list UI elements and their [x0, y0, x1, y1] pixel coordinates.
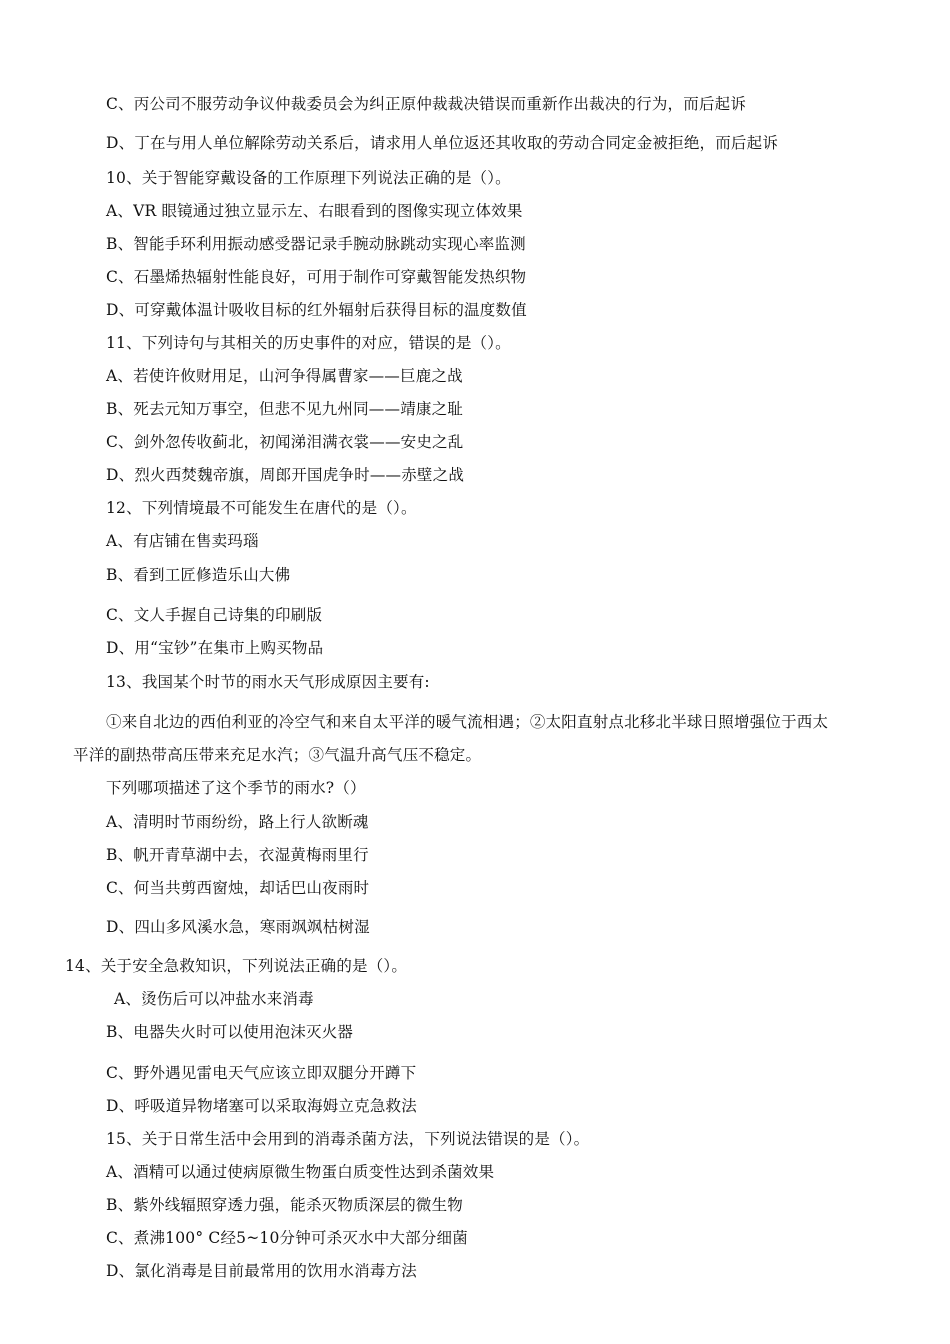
q12-option-a: A、有店铺在售卖玛瑙 — [106, 532, 259, 550]
q15-option-a: A、酒精可以通过使病原微生物蛋白质变性达到杀菌效果 — [106, 1163, 495, 1181]
q10-option-a: A、VR 眼镜通过独立显示左、右眼看到的图像实现立体效果 — [106, 202, 523, 220]
q9-option-d: D、丁在与用人单位解除劳动关系后，请求用人单位返还其收取的劳动合同定金被拒绝，而后起诉 — [106, 134, 779, 152]
q15-stem: 15、关于日常生活中会用到的消毒杀菌方法，下列说法错误的是（）。 — [106, 1130, 590, 1148]
q14-option-c: C、野外遇见雷电天气应该立即双腿分开蹲下 — [106, 1064, 417, 1082]
q9-option-c: C、丙公司不服劳动争议仲裁委员会为纠正原仲裁裁决错误而重新作出裁决的行为，而后起诉 — [106, 95, 747, 113]
q11-stem: 11、下列诗句与其相关的历史事件的对应，错误的是（）。 — [106, 334, 511, 352]
q12-option-c: C、文人手握自己诗集的印刷版 — [106, 606, 323, 624]
q14-option-a: A、烫伤后可以冲盐水来消毒 — [114, 990, 314, 1008]
q13-question: 下列哪项描述了这个季节的雨水?（） — [106, 779, 366, 797]
q11-option-b: B、死去元知万事空，但悲不见九州同——靖康之耻 — [106, 400, 463, 418]
q11-option-a: A、若使许攸财用足，山河争得属曹家——巨鹿之战 — [106, 367, 463, 385]
q10-option-d: D、可穿戴体温计吸收目标的红外辐射后获得目标的温度数值 — [106, 301, 527, 319]
q13-option-d: D、四山多风溪水急，寒雨飒飒枯树湿 — [106, 918, 370, 936]
q11-option-c: C、剑外忽传收蓟北，初闻涕泪满衣裳——安史之乱 — [106, 433, 464, 451]
q13-stem: 13、我国某个时节的雨水天气形成原因主要有: — [106, 673, 430, 691]
q13-option-a: A、清明时节雨纷纷，路上行人欲断魂 — [106, 813, 369, 831]
q12-stem: 12、下列情境最不可能发生在唐代的是（）。 — [106, 499, 417, 517]
q15-option-d: D、氯化消毒是目前最常用的饮用水消毒方法 — [106, 1262, 417, 1280]
q10-option-b: B、智能手环利用振动感受器记录手腕动脉跳动实现心率监测 — [106, 235, 526, 253]
q10-option-c: C、石墨烯热辐射性能良好，可用于制作可穿戴智能发热织物 — [106, 268, 527, 286]
q14-stem: 14、关于安全急救知识，下列说法正确的是（）。 — [65, 957, 408, 975]
q15-option-b: B、紫外线辐照穿透力强，能杀灭物质深层的微生物 — [106, 1196, 463, 1214]
q13-passage-line-1: ①来自北边的西伯利亚的冷空气和来自太平洋的暖气流相遇；②太阳直射点北移北半球日照增强位于西太 — [106, 713, 829, 731]
q13-passage-line-2: 平洋的副热带高压带来充足水汽；③气温升高气压不稳定。 — [73, 746, 482, 764]
q14-option-b: B、电器失火时可以使用泡沫灭火器 — [106, 1023, 354, 1041]
q10-stem: 10、关于智能穿戴设备的工作原理下列说法正确的是（）。 — [106, 169, 511, 187]
q12-option-d: D、用“宝钞”在集市上购买物品 — [106, 639, 324, 657]
q12-option-b: B、看到工匠修造乐山大佛 — [106, 566, 291, 584]
q13-option-c: C、何当共剪西窗烛，却话巴山夜雨时 — [106, 879, 370, 897]
q11-option-d: D、烈火西焚魏帝旗，周郎开国虎争时——赤壁之战 — [106, 466, 465, 484]
q14-option-d: D、呼吸道异物堵塞可以采取海姆立克急救法 — [106, 1097, 417, 1115]
q15-option-c: C、煮沸100° C经5~10分钟可杀灭水中大部分细菌 — [106, 1229, 468, 1247]
q13-option-b: B、帆开青草湖中去，衣湿黄梅雨里行 — [106, 846, 369, 864]
